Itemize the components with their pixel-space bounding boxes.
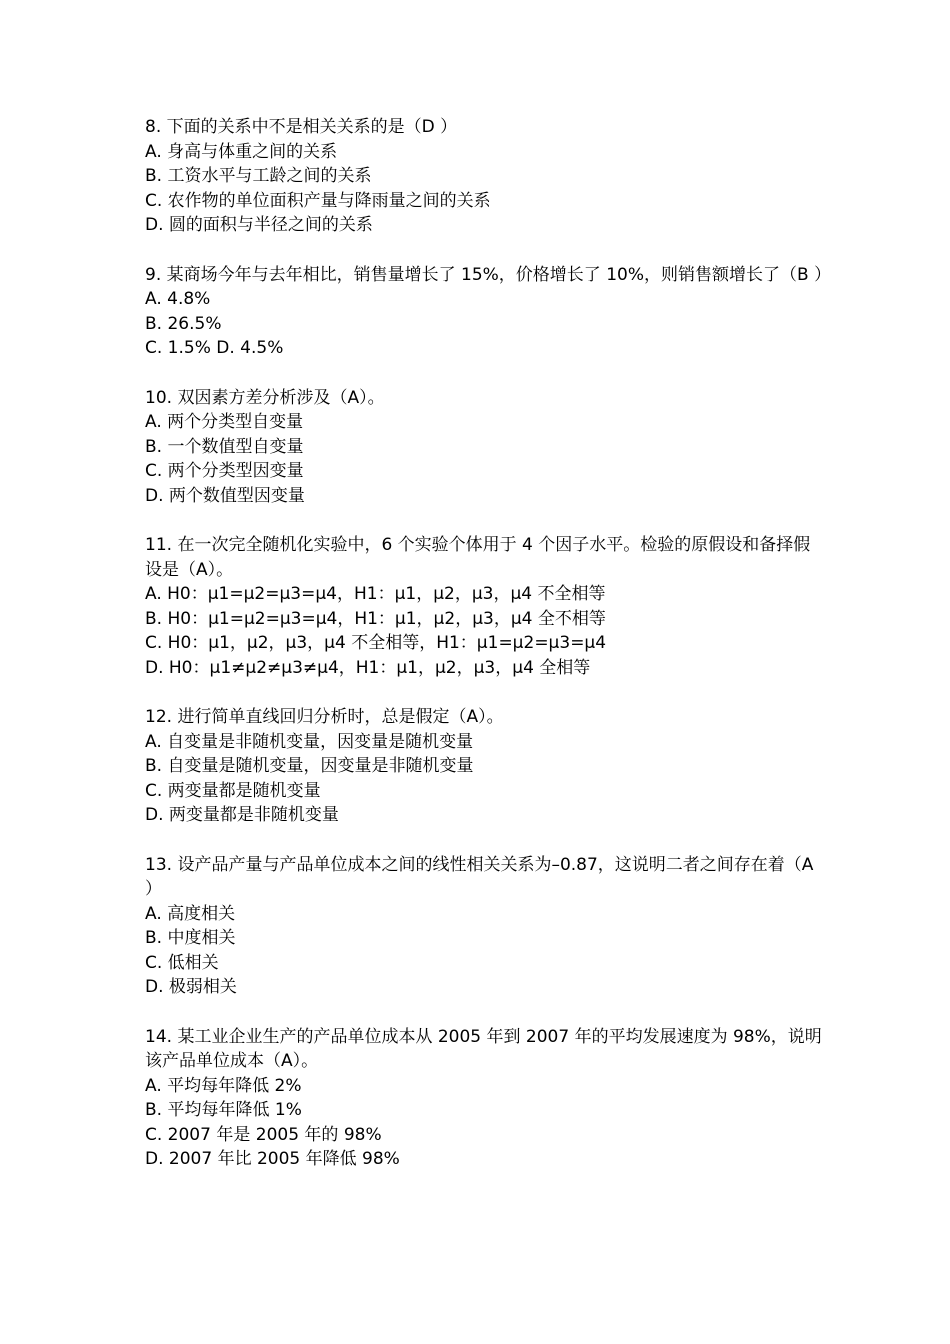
- answer-option: B. 26.5%: [145, 313, 222, 334]
- answer-option: B. 自变量是随机变量，因变量是非随机变量: [145, 756, 474, 776]
- answer-option: D. 极弱相关: [145, 977, 237, 997]
- answer-option: C. 两个分类型因变量: [145, 461, 304, 481]
- question-block: [145, 263, 832, 361]
- question-stem: 13. 设产品产量与产品单位成本之间的线性相关关系为–0.87，这说明二者之间存在着（A ）: [145, 854, 814, 899]
- answer-option: C. 低相关: [145, 952, 219, 973]
- answer-option: B. H0：μ1=μ2=μ3=μ4，H1：μ1，μ2，μ3，μ4 全不相等: [145, 608, 606, 629]
- answer-option: C. 两变量都是随机变量: [145, 780, 321, 801]
- answer-option: A. 4.8%: [145, 289, 211, 309]
- answer-option: D. 两变量都是非随机变量: [145, 805, 339, 825]
- question-block: [145, 1025, 825, 1172]
- question-stem: 9. 某商场今年与去年相比，销售量增长了 15%，价格增长了 10%，则销售额增长了（B ）: [145, 264, 832, 285]
- answer-option: B. 中度相关: [145, 928, 236, 948]
- question-block: [145, 853, 825, 1000]
- answer-option: C. 2007 年是 2005 年的 98%: [145, 1124, 382, 1145]
- answer-option: A. 两个分类型自变量: [145, 412, 304, 432]
- answer-option: A. 身高与体重之间的关系: [145, 141, 338, 162]
- question-stem: 12. 进行简单直线回归分析时，总是假定（A）。: [145, 707, 504, 727]
- question-block: [145, 386, 825, 509]
- answer-option: C. 农作物的单位面积产量与降雨量之间的关系: [145, 190, 491, 211]
- document-body: [145, 115, 832, 1197]
- question-stem: 11. 在一次完全随机化实验中，6 个实验个体用于 4 个因子水平。检验的原假设和备择假设是（A）。: [145, 535, 811, 580]
- answer-option: D. H0：μ1≠μ2≠μ3≠μ4，H1：μ1，μ2，μ3，μ4 全相等: [145, 657, 591, 678]
- answer-option: A. H0：μ1=μ2=μ3=μ4，H1：μ1，μ2，μ3，μ4 不全相等: [145, 584, 606, 604]
- answer-option: B. 平均每年降低 1%: [145, 1100, 302, 1120]
- answer-option: D. 两个数值型因变量: [145, 485, 305, 506]
- question-block: [145, 115, 825, 238]
- question-block: [145, 705, 825, 828]
- question-stem: 10. 双因素方差分析涉及（A）。: [145, 387, 385, 408]
- question-block: [145, 533, 825, 680]
- answer-option: B. 一个数值型自变量: [145, 436, 304, 457]
- answer-option: A. 高度相关: [145, 903, 236, 924]
- answer-option: C. 1.5% D. 4.5%: [145, 338, 284, 358]
- answer-option: D. 圆的面积与半径之间的关系: [145, 215, 373, 235]
- answer-option: A. 平均每年降低 2%: [145, 1075, 302, 1096]
- question-stem: 8. 下面的关系中不是相关关系的是（D ）: [145, 117, 458, 137]
- answer-option: A. 自变量是非随机变量，因变量是随机变量: [145, 731, 474, 752]
- answer-option: B. 工资水平与工龄之间的关系: [145, 166, 372, 186]
- answer-option: D. 2007 年比 2005 年降低 98%: [145, 1149, 400, 1169]
- answer-option: C. H0：μ1，μ2，μ3，μ4 不全相等，H1：μ1=μ2=μ3=μ4: [145, 633, 607, 653]
- question-stem: 14. 某工业企业生产的产品单位成本从 2005 年到 2007 年的平均发展速度为 98%，说明该产品单位成本（A）。: [145, 1026, 822, 1071]
